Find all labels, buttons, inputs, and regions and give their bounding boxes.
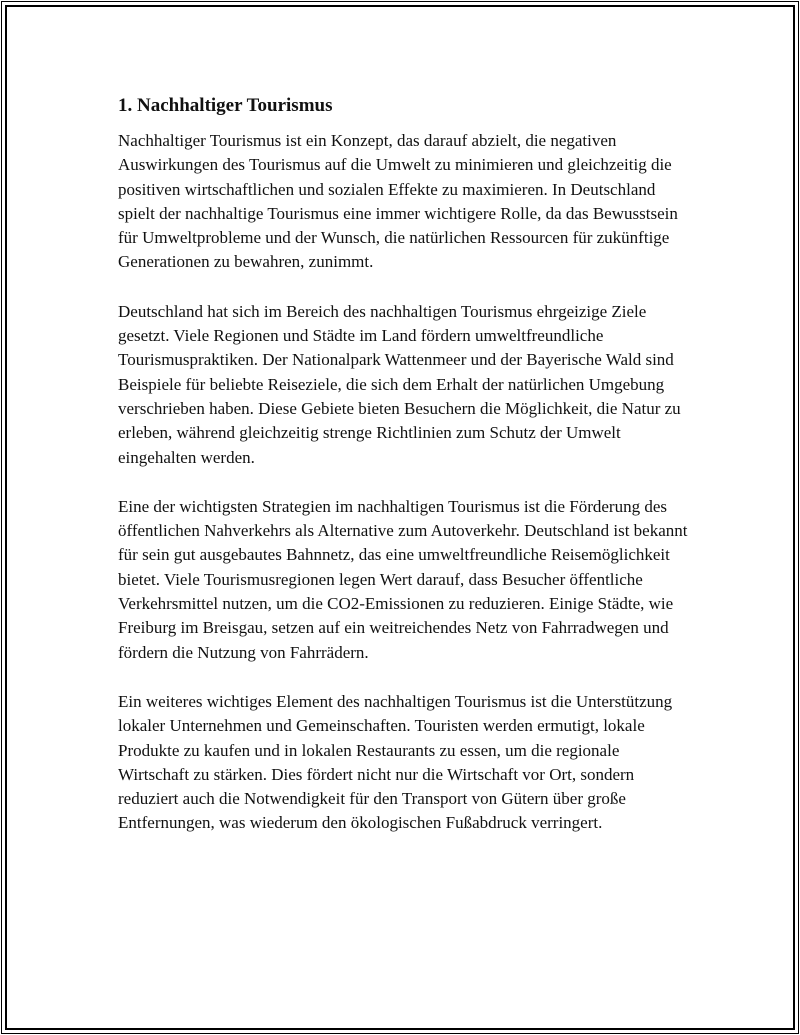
section-heading: 1. Nachhaltiger Tourismus — [118, 95, 333, 116]
paragraph-3: Eine der wichtigsten Strategien im nachhaltigen Tourismus ist die Förderung des öffentlichen Nahverkehrs als Alternative zum Autoverkehr. Deutschland ist bekannt für sein gut ausgebautes Bahnnetz, das eine umweltfreundliche Reisemöglichkeit bietet. Viele Tourismusregionen legen Wert darauf, dass Besucher öffentliche Verkehrsmittel nutzen, um die CO2-Emissionen zu reduzieren. Einige Städte, wie Freiburg im Breisgau, setzen auf ein weitreichendes Netz von Fahrradwegen und fördern die Nutzung von Fahrrädern. — [118, 496, 688, 662]
paragraph-2: Deutschland hat sich im Bereich des nachhaltigen Tourismus ehrgeizige Ziele gesetzt. Viele Regionen und Städte im Land fördern umweltfreundliche Tourismuspraktiken. Der Nationalpark Wattenmeer und der Bayerische Wald sind Beispiele für beliebte Reiseziele, die sich dem Erhalt der natürlichen Umgebung verschrieben haben. Diese Gebiete bieten Besuchern die Möglichkeit, die Natur zu erleben, während gleichzeitig strenge Richtlinien zum Schutz der Umwelt eingehalten werden. — [118, 301, 681, 467]
document-body — [118, 92, 690, 861]
paragraph-1: Nachhaltiger Tourismus ist ein Konzept, das darauf abzielt, die negativen Auswirkungen des Tourismus auf die Umwelt zu minimieren und gleichzeitig die positiven wirtschaftlichen und sozialen Effekte zu maximieren. In Deutschland spielt der nachhaltige Tourismus eine immer wichtigere Rolle, da das Bewusstsein für Umweltprobleme und der Wunsch, die natürlichen Ressourcen für zukünftige Generationen zu bewahren, zunimmt. — [118, 131, 678, 272]
paragraph-4: Ein weiteres wichtiges Element des nachhaltigen Tourismus ist die Unterstützung lokaler Unternehmen und Gemeinschaften. Touristen werden ermutigt, lokale Produkte zu kaufen und in lokalen Restaurants zu essen, um die regionale Wirtschaft zu stärken. Dies fördert nicht nur die Wirtschaft vor Ort, sondern reduziert auch die Notwendigkeit für den Transport von Gütern über große Entfernungen, was wiederum den ökologischen Fußabdruck verringert. — [118, 691, 673, 833]
